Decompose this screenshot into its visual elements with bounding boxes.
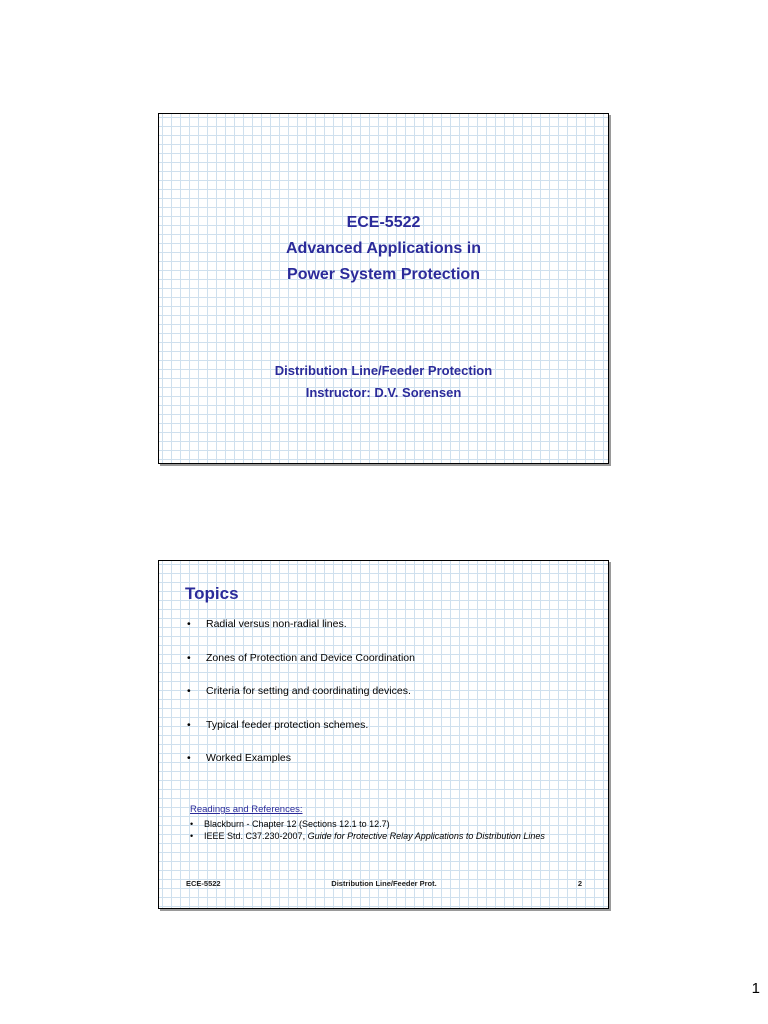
instructor: Instructor: D.V. Sorensen	[305, 385, 462, 400]
lecture-topic: Distribution Line/Feeder Protection	[274, 363, 493, 378]
bullet-icon: •	[187, 752, 191, 764]
bullet-icon: •	[187, 618, 191, 630]
slide-footer	[186, 879, 582, 891]
course-name-line-1: Advanced Applications in	[286, 240, 481, 257]
list-item	[187, 751, 415, 785]
list-item	[187, 718, 415, 752]
slide-topics	[158, 560, 609, 909]
topic-text: Worked Examples	[206, 752, 292, 764]
bullet-icon: •	[187, 685, 191, 697]
topics-heading: Topics	[185, 584, 239, 603]
course-code: ECE-5522	[346, 214, 421, 231]
list-item	[187, 684, 415, 718]
topic-text: Zones of Protection and Device Coordination	[206, 651, 415, 664]
list-item	[190, 830, 590, 842]
footer-slide-number: 2	[577, 879, 582, 888]
course-title	[159, 210, 608, 288]
references-heading: Readings and References:	[190, 804, 303, 815]
slide-title	[158, 113, 609, 464]
reference-list	[190, 818, 590, 842]
list-item	[187, 651, 415, 685]
reference-text: Blackburn - Chapter 12 (Sections 12.1 to 12.7)	[204, 819, 390, 829]
topic-text: Criteria for setting and coordinating devices.	[206, 685, 411, 697]
reference-text: IEEE Std. C37.230-2007,	[204, 831, 308, 841]
reference-title: Guide for Protective Relay Applications to Distribution Lines	[307, 831, 545, 841]
bullet-icon: •	[187, 651, 191, 664]
bullet-icon: •	[187, 718, 191, 731]
list-item	[187, 617, 415, 651]
bullet-icon: •	[190, 831, 194, 841]
course-name-line-2: Power System Protection	[287, 266, 480, 283]
page-number: 1	[751, 980, 760, 997]
topic-text: Typical feeder protection schemes.	[206, 718, 369, 731]
lecture-subtitle	[159, 360, 608, 404]
topic-text: Radial versus non-radial lines.	[206, 618, 347, 630]
list-item	[190, 818, 590, 830]
footer-course-code: ECE-5522	[186, 879, 221, 888]
topic-list	[187, 617, 415, 785]
footer-title: Distribution Line/Feeder Prot.	[331, 879, 437, 888]
bullet-icon: •	[190, 819, 194, 829]
